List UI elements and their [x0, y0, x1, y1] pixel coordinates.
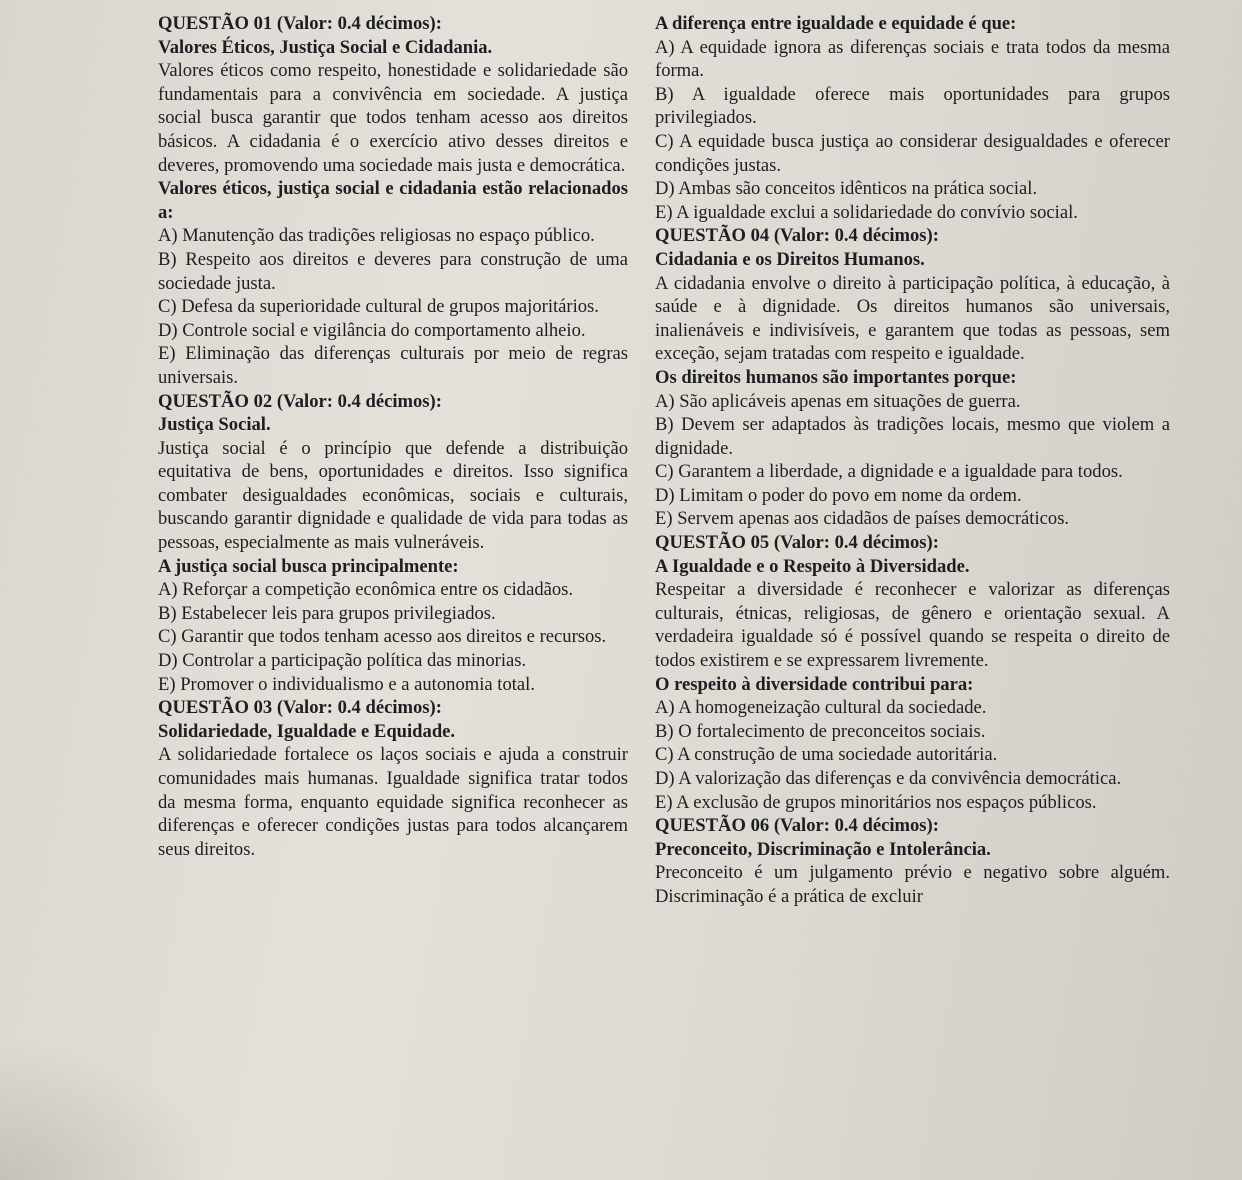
- answer-option: E) A igualdade exclui a solidariedade do convívio social.: [655, 201, 1078, 223]
- question-header: QUESTÃO 01 (Valor: 0.4 décimos):: [158, 13, 442, 34]
- answer-option: C) A construção de uma sociedade autoritária.: [655, 744, 998, 766]
- answer-option: B) Estabelecer leis para grupos privilegiados.: [158, 602, 496, 624]
- answer-option: E) Eliminação das diferenças culturais por meio de regras universais.: [158, 343, 628, 388]
- answer-option: E) Promover o individualismo e a autonomia total.: [158, 673, 535, 695]
- answer-option: C) A equidade busca justiça ao considerar desigualdades e oferecer condições justas.: [655, 130, 1170, 176]
- answer-option: B) Respeito aos direitos e deveres para construção de uma sociedade justa.: [158, 248, 628, 294]
- paragraph: Valores éticos como respeito, honestidade e solidariedade são fundamentais para a convivência em sociedade. A justiça social busca garantir que todos tenham acesso aos direitos básicos. A cidadania é o exercício ativo desses direitos e deveres, promovendo uma sociedade mais justa e democrática.: [158, 60, 628, 176]
- answer-option: C) Garantem a liberdade, a dignidade e a igualdade para todos.: [655, 461, 1123, 483]
- answer-option: B) O fortalecimento de preconceitos sociais.: [655, 720, 986, 742]
- answer-option: E) Servem apenas aos cidadãos de países democráticos.: [655, 508, 1070, 530]
- question-prompt: Preconceito, Discriminação e Intolerância.: [655, 838, 991, 860]
- question-prompt: A diferença entre igualdade e equidade é que:: [655, 13, 1017, 34]
- answer-option: D) Limitam o poder do povo em nome da ordem.: [655, 484, 1022, 506]
- answer-option: A) São aplicáveis apenas em situações de guerra.: [655, 390, 1021, 412]
- answer-option: D) Controle social e vigilância do comportamento alheio.: [158, 319, 586, 341]
- answer-option: A) A homogeneização cultural da sociedade.: [655, 697, 987, 719]
- question-header: QUESTÃO 06 (Valor: 0.4 décimos):: [655, 815, 939, 837]
- answer-option: C) Defesa da superioridade cultural de grupos majoritários.: [158, 296, 599, 318]
- question-header: QUESTÃO 05 (Valor: 0.4 décimos):: [655, 532, 939, 554]
- question-prompt: Os direitos humanos são importantes porque:: [655, 366, 1017, 388]
- question-prompt: Cidadania e os Direitos Humanos.: [655, 248, 925, 270]
- question-prompt: A justiça social busca principalmente:: [158, 555, 459, 577]
- paragraph: Justiça social é o princípio que defende a distribuição equitativa de bens, oportunidades e direitos. Isso significa combater desigualdades econômicas, sociais e culturais, buscando garantir dignidade e qualidade de vida para todas as pessoas, especialmente as mais vulneráveis.: [158, 437, 628, 554]
- answer-option: D) A valorização das diferenças e da convivência democrática.: [655, 768, 1122, 789]
- answer-option: B) A igualdade oferece mais oportunidades para grupos privilegiados.: [655, 83, 1170, 129]
- answer-option: D) Ambas são conceitos idênticos na prática social.: [655, 178, 1038, 200]
- question-header: QUESTÃO 04 (Valor: 0.4 décimos):: [655, 225, 939, 247]
- answer-option: B) Devem ser adaptados às tradições locais, mesmo que violem a dignidade.: [655, 414, 1170, 459]
- answer-option: D) Controlar a participação política das minorias.: [158, 650, 527, 672]
- question-header: QUESTÃO 03 (Valor: 0.4 décimos):: [158, 697, 442, 719]
- question-prompt: O respeito à diversidade contribui para:: [655, 673, 974, 695]
- question-header: QUESTÃO 02 (Valor: 0.4 décimos):: [158, 390, 442, 412]
- answer-option: A) Reforçar a competição econômica entre os cidadãos.: [158, 579, 574, 601]
- question-prompt: Justiça Social.: [158, 414, 271, 436]
- question-prompt: Valores éticos, justiça social e cidadania estão relacionados a:: [158, 178, 628, 223]
- question-prompt: A Igualdade e o Respeito à Diversidade.: [655, 555, 970, 577]
- answer-option: E) A exclusão de grupos minoritários nos espaços públicos.: [655, 791, 1097, 813]
- question-prompt: Solidariedade, Igualdade e Equidade.: [158, 720, 456, 742]
- paragraph: A cidadania envolve o direito à participação política, à educação, à saúde e à dignidade. Os direitos humanos são universais, inalienáveis e indivisíveis, e garantem que todas as pessoas, sem exceção, sejam tratadas com respeito e igualdade.: [655, 272, 1170, 365]
- paragraph: Preconceito é um julgamento prévio e negativo sobre alguém. Discriminação é a prática de excluir: [655, 862, 1170, 907]
- answer-option: A) Manutenção das tradições religiosas no espaço público.: [158, 225, 595, 247]
- paragraph: A solidariedade fortalece os laços sociais e ajuda a construir comunidades mais humanas. Igualdade significa tratar todos da mesma forma, enquanto equidade significa reconhecer as diferenças e oferecer condições justas para todos alcançarem seus direitos.: [158, 744, 628, 860]
- answer-option: C) Garantir que todos tenham acesso aos direitos e recursos.: [158, 626, 607, 648]
- right-column: [655, 12, 1170, 909]
- question-prompt: Valores Éticos, Justiça Social e Cidadania.: [158, 36, 493, 58]
- photo-shadow: [0, 1040, 220, 1180]
- left-column: [158, 12, 628, 861]
- paragraph: Respeitar a diversidade é reconhecer e valorizar as diferenças culturais, étnicas, religiosas, de gênero e orientação sexual. A verdadeira igualdade só é possível quando se respeita o direito de todos existirem e se expressarem livremente.: [655, 579, 1170, 672]
- answer-option: A) A equidade ignora as diferenças sociais e trata todos da mesma forma.: [655, 36, 1170, 82]
